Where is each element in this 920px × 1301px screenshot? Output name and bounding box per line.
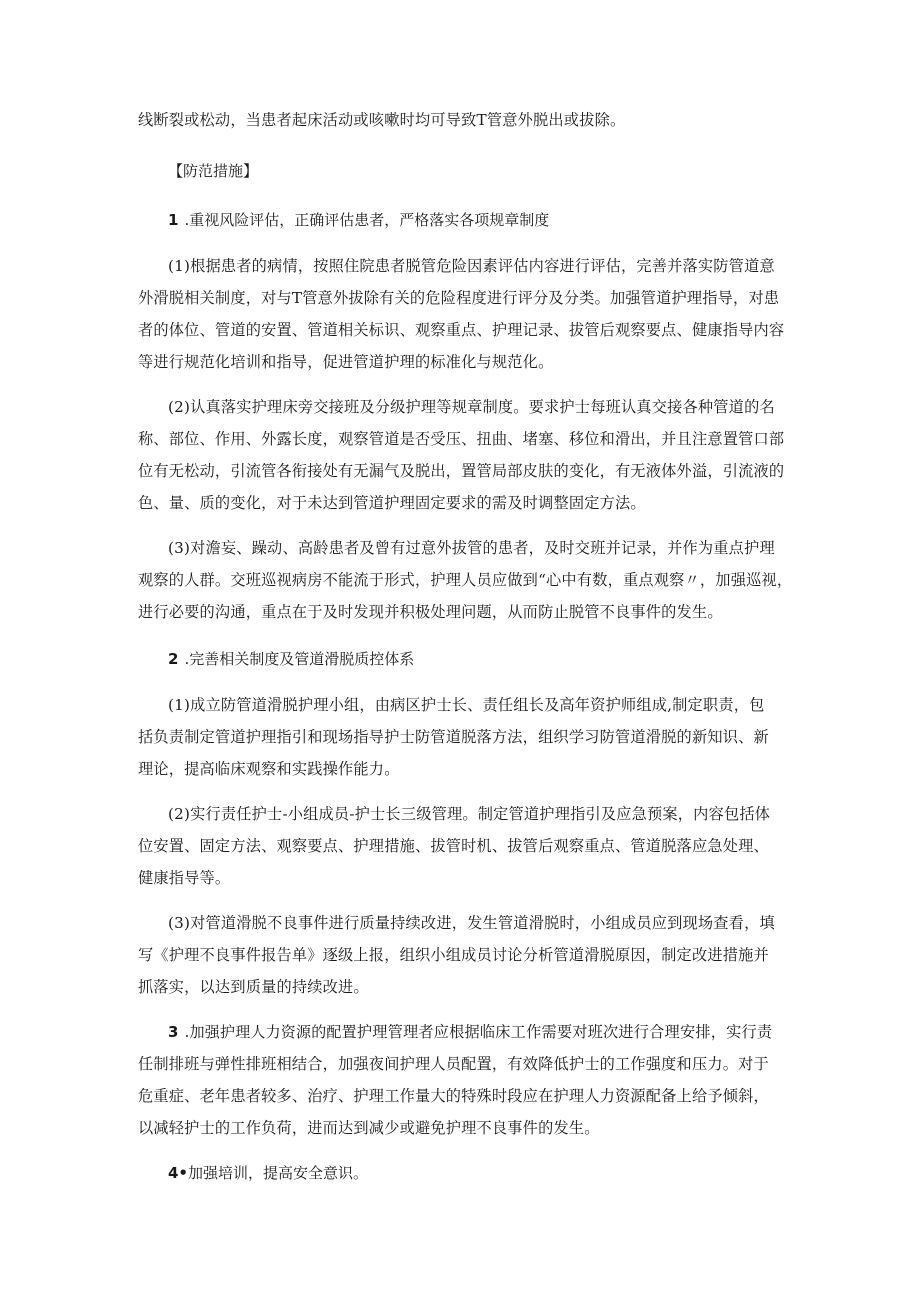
item3-first-line — [168, 1022, 788, 1042]
item1-p2-line: 位有无松动，引流管各衔接处有无漏气及脱出，置管局部皮肤的变化，有无液体外溢，引流液的 — [138, 462, 785, 480]
item3-number: 3 — [168, 1023, 179, 1041]
item2-p3-line: (3)对管道滑脱不良事件进行质量持续改进，发生管道滑脱时，小组成员应到现场查看，填 — [168, 914, 775, 932]
item1-p1-line: (1)根据患者的病情，按照住院患者脱管危险因素评估内容进行评估，完善并落实防管道意 — [168, 257, 775, 275]
item1-title: .重视风险评估，正确评估患者，严格落实各项规章制度 — [184, 211, 550, 229]
item4-heading — [168, 1163, 788, 1183]
item2-number: 2 — [168, 650, 179, 668]
item1-p3-line: (3)对澹妄、躁动、高龄患者及曾有过意外拔管的患者，及时交班并记录，并作为重点护理 — [168, 539, 775, 557]
section-title: 【防范措施】 — [168, 162, 259, 180]
item1-p2-line: 称、部位、作用、外露长度，观察管道是否受压、扭曲、堵塞、移位和滑出，并且注意置管口部 — [138, 430, 785, 448]
intro-line: 线断裂或松动，当患者起床活动或咳嗽时均可导致T管意外脱出或拔除。 — [138, 111, 626, 129]
item4-title: 加强培训，提高安全意识。 — [188, 1164, 369, 1182]
item2-p2-line: (2)实行责任护士-小组成员-护士长三级管理。制定管道护理指引及应急预案，内容包括体 — [168, 805, 771, 823]
item3-first-rest: 护理管理者应根据临床工作需要对班次进行合理安排，实行责 — [356, 1023, 773, 1041]
item1-p2-line: 色、量、质的变化，对于未达到管道护理固定要求的需及时调整固定方法。 — [138, 494, 646, 512]
item2-p1-line: 理论，提高临床观察和实践操作能力。 — [138, 760, 400, 778]
item1-p3-line: 进行必要的沟通，重点在于及时发现并积极处理问题，从而防止脱管不良事件的发生。 — [138, 603, 723, 621]
item2-p3-line: 写《护理不良事件报告单》逐级上报，组织小组成员讨论分析管道滑脱原因，制定改进措施并 — [138, 946, 769, 964]
item1-heading — [168, 210, 788, 230]
item1-p1-line: 外滑脱相关制度，对与T管意外拔除有关的危险程度进行评分及分类。加强管道护理指导，对患 — [138, 289, 780, 307]
item2-p2-line: 健康指导等。 — [138, 869, 231, 887]
item4-number: 4• — [168, 1164, 189, 1182]
item1-p1-line: 等进行规范化培训和指导，促进管道护理的标准化与规范化。 — [138, 353, 554, 371]
item2-p3-line: 抓落实，以达到质量的持续改进。 — [138, 978, 369, 996]
item2-heading — [168, 649, 788, 669]
item3-line: 危重症、老年患者较多、治疗、护理工作量大的特殊时段应在护理人力资源配备上给予倾斜， — [138, 1087, 769, 1105]
item2-p1-line: 括负责制定管道护理指引和现场指导护士防管道脱落方法，组织学习防管道滑脱的新知识、新 — [138, 728, 769, 746]
item2-title: .完善相关制度及管道滑脱质控体系 — [184, 650, 415, 668]
item1-p2-line: (2)认真落实护理床旁交接班及分级护理等规章制度。要求护士每班认真交接各种管道的名 — [168, 398, 775, 416]
item3-lead — [168, 1023, 357, 1041]
item3-line: 任制排班与弹性排班相结合，加强夜间护理人员配置，有效降低护士的工作强度和压力。对于 — [138, 1055, 769, 1073]
item1-p1-line: 者的体位、管道的安置、管道相关标识、观察重点、护理记录、拔管后观察要点、健康指导内容 — [138, 321, 785, 339]
item3-lead-title: .加强护理人力资源的配置 — [184, 1023, 357, 1041]
item1-number: 1 — [168, 211, 179, 229]
item2-p2-line: 位安置、固定方法、观察要点、护理措施、拔管时机、拔管后观察重点、管道脱落应急处理、 — [138, 837, 769, 855]
item3-line: 以减轻护士的工作负荷，进而达到减少或避免护理不良事件的发生。 — [138, 1119, 600, 1137]
item2-p1-line: (1)成立防管道滑脱护理小组，由病区护士长、责任组长及高年资护师组成,制定职责，包 — [168, 696, 765, 714]
item1-p3-line: 观察的人群。交班巡视病房不能流于形式，护理人员应做到“心中有数，重点观察〃，加强巡视， — [138, 571, 793, 589]
